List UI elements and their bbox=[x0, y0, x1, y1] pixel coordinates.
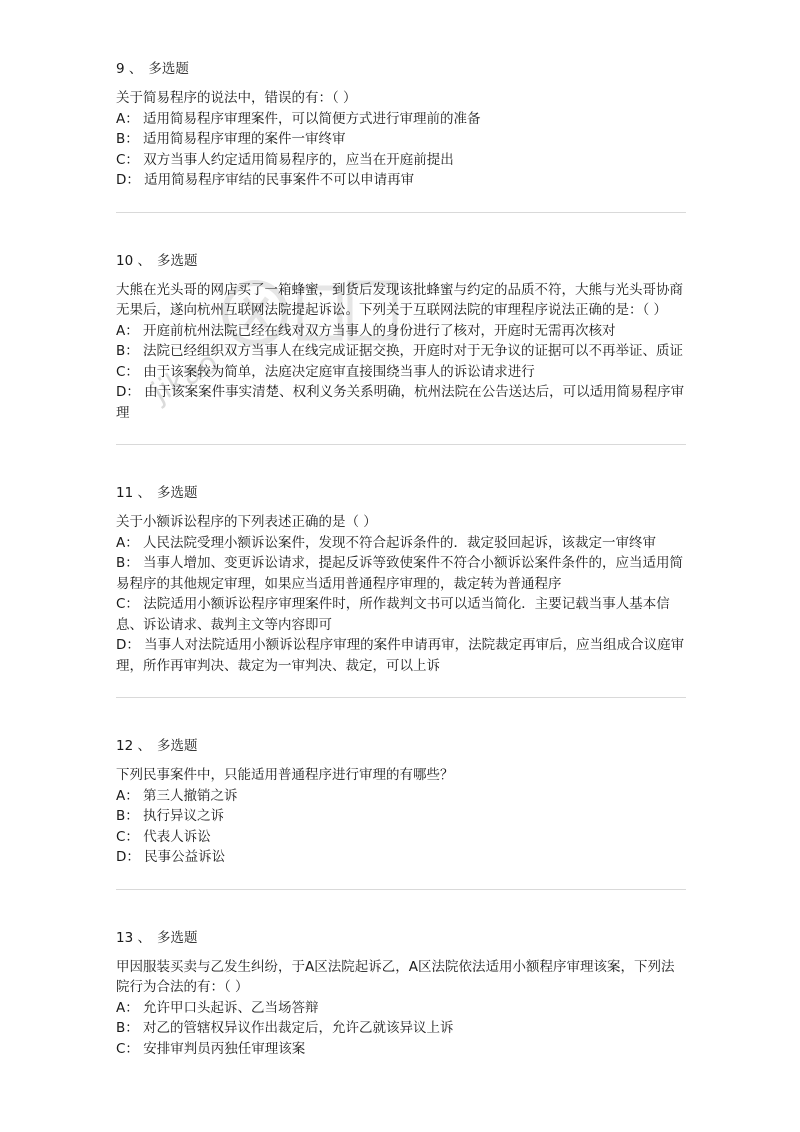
option-a: A： 适用简易程序审理案件，可以简便方式进行审理前的准备 bbox=[116, 110, 481, 127]
question-number: 9 、 bbox=[116, 61, 143, 77]
question-1 bbox=[116, 250, 686, 424]
spacer bbox=[116, 445, 686, 482]
question-stem: 关于简易程序的说法中，错误的有：（ ） bbox=[116, 90, 357, 106]
option-c: C： 代表人诉讼 bbox=[116, 828, 211, 845]
question-type: 多选题 bbox=[156, 485, 198, 501]
question-header bbox=[116, 250, 686, 272]
question-0 bbox=[116, 58, 686, 191]
question-type: 多选题 bbox=[148, 61, 189, 77]
question-header bbox=[116, 58, 686, 80]
question-stem: 下列民事案件中，只能适用普通程序进行审理的有哪些？ bbox=[116, 767, 454, 783]
question-stem: 大熊在光头哥的网店买了一箱蜂蜜，到货后发现该批蜂蜜与约定的品质不符，大熊与光头哥协商无果后，遂向杭州互联网法院提起诉讼。下列关于互联网法院的审理程序说法正确的是：（ ） bbox=[116, 281, 683, 318]
option-b: B： 执行异议之诉 bbox=[116, 808, 225, 824]
question-type: 多选题 bbox=[156, 929, 198, 946]
option-d: D： 当事人对法院适用小额诉讼程序审理的案件申请再审，法院裁定再审后，应当组成合议庭审理，所作再审判决、裁定为一审判决、裁定，可以上诉 bbox=[116, 637, 685, 674]
option-a: A： 人民法院受理小额诉讼案件，发现不符合起诉条件的．裁定驳回起诉，该裁定一审终审 bbox=[116, 534, 657, 551]
option-b: B： 适用简易程序审理的案件一审终审 bbox=[116, 131, 346, 147]
question-list bbox=[116, 58, 686, 1059]
question-2 bbox=[116, 482, 686, 676]
option-c: C： 由于该案较为简单，法庭决定庭审直接围绕当事人的诉讼请求进行 bbox=[116, 363, 535, 380]
option-a: A： 开庭前杭州法院已经在线对双方当事人的身份进行了核对，开庭时无需再次核对 bbox=[116, 322, 616, 339]
spacer bbox=[116, 890, 686, 927]
question-type: 多选题 bbox=[156, 738, 198, 754]
option-d: D： 民事公益诉讼 bbox=[116, 849, 226, 865]
question-stem: 甲因服装买卖与乙发生纠纷，于A区法院起诉乙，A区法院依法适用小额程序审理该案，下列法院行为合法的有：（ ） bbox=[116, 958, 675, 995]
option-a: A： 允许甲口头起诉、乙当场答辩 bbox=[116, 999, 319, 1016]
option-c: C： 双方当事人约定适用简易程序的，应当在开庭前提出 bbox=[116, 151, 454, 168]
option-c: C： 安排审判员丙独任审理该案 bbox=[116, 1040, 306, 1057]
option-b: B： 对乙的管辖权异议作出裁定后，允许乙就该异议上诉 bbox=[116, 1020, 454, 1036]
question-type: 多选题 bbox=[156, 252, 198, 269]
question-number: 13 、 bbox=[116, 929, 151, 946]
question-header bbox=[116, 927, 686, 949]
question-number: 12 、 bbox=[116, 738, 151, 754]
option-b: B： 当事人增加、变更诉讼请求，提起反诉等致使案件不符合小额诉讼案件条件的，应当适用简易程序的其他规定审理，如果应当适用普通程序审理的，裁定转为普通程序 bbox=[116, 555, 684, 592]
option-d: D： 由于该案案件事实清楚、权利义务关系明确，杭州法院在公告送达后，可以适用简易程序审理 bbox=[116, 384, 685, 421]
question-number: 11 、 bbox=[116, 485, 151, 501]
question-4 bbox=[116, 927, 686, 1060]
watermark-text: jikao bbox=[145, 344, 225, 411]
question-number: 10 、 bbox=[116, 252, 151, 269]
spacer bbox=[116, 213, 686, 250]
option-c: C： 法院适用小额诉讼程序审理案件时，所作裁判文书可以适当简化．主要记载当事人基本信息、诉讼请求、裁判主文等内容即可 bbox=[116, 596, 670, 633]
question-header bbox=[116, 482, 686, 504]
option-b: B： 法院已经组织双方当事人在线完成证据交换，开庭时对于无争议的证据可以不再举证、质证 bbox=[116, 343, 684, 359]
question-3 bbox=[116, 735, 686, 868]
spacer bbox=[116, 698, 686, 735]
question-header bbox=[116, 735, 686, 757]
option-a: A： 第三人撤销之诉 bbox=[116, 787, 238, 804]
option-d: D： 适用简易程序审结的民事案件不可以申请再审 bbox=[116, 172, 415, 188]
question-stem: 关于小额诉讼程序的下列表述正确的是（ ） bbox=[116, 514, 377, 530]
